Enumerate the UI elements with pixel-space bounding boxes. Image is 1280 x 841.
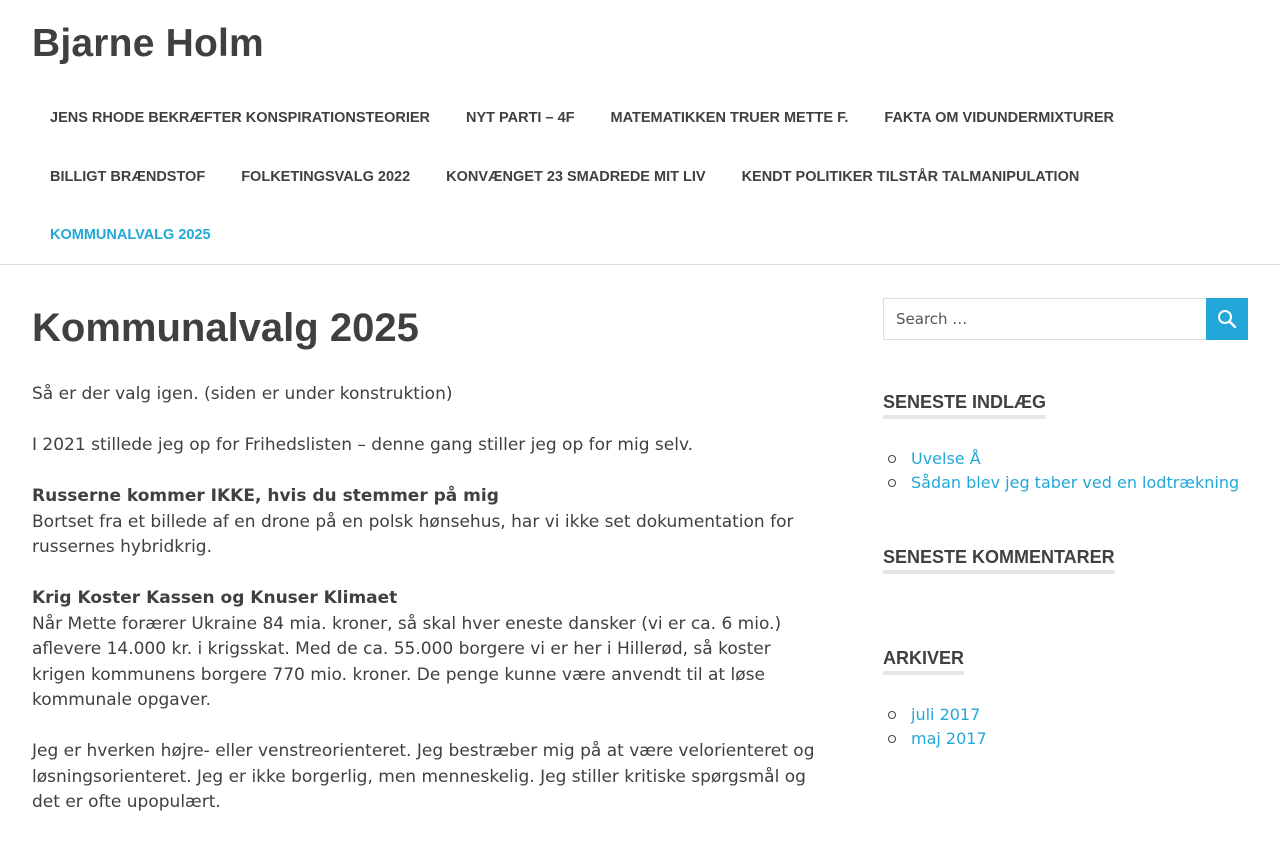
paragraph: Når Mette forærer Ukraine 84 mia. kroner, så skal hver eneste dansker (vi er ca. 6 mio.) aflevere 14.000 kr. i krigsskat. Med de ca. 55.000 borgere vi er her i Hillerød, så koster krigen kommunens borgere 770 mio. kroner. De penge kunne være anvendt til at løse kommunale opgaver. <box>32 613 782 710</box>
list-item <box>911 727 1248 751</box>
archives-widget <box>883 646 1248 751</box>
nav-row <box>32 206 1248 265</box>
nav-row <box>32 89 1248 148</box>
list-item <box>911 447 1248 471</box>
sidebar <box>883 298 1248 751</box>
paragraph: Bortset fra et billede af en drone på en polsk hønsehus, har vi ikke set dokumentation for russernes hybridkrig. <box>32 511 794 557</box>
recent-comments-widget <box>883 545 1248 574</box>
site-title[interactable]: Bjarne Holm <box>32 22 264 65</box>
paragraph: I 2021 stillede jeg op for Frihedslisten – denne gang stiller jeg op for mig selv. <box>32 435 694 455</box>
search-input[interactable] <box>883 298 1206 340</box>
nav-item-billigt-braendstof[interactable]: BILLIGT BRÆNDSTOF <box>50 168 206 185</box>
paragraph: Jeg er hverken højre- eller venstreorienteret. Jeg bestræber mig på at være velorienteret og løsningsorienteret. Jeg er ikke borgerlig, men menneskelig. Jeg stiller kritiske spørgsmål og det er ofte upopulært. <box>32 741 815 812</box>
search-icon <box>1217 309 1237 329</box>
widget-title: SENESTE KOMMENTARER <box>883 545 1115 574</box>
post-link[interactable]: Sådan blev jeg taber ved en lodtrækning <box>911 473 1240 492</box>
nav-item-kendt-politiker[interactable]: KENDT POLITIKER TILSTÅR TALMANIPULATION <box>741 168 1080 185</box>
nav-item-fakta[interactable]: FAKTA OM VIDUNDERMIXTURER <box>884 110 1114 127</box>
main-content <box>32 300 822 841</box>
site-header <box>0 0 1280 265</box>
paragraph: Så er der valg igen. (siden er under konstruktion) <box>32 384 453 404</box>
nav-item-jens-rhode[interactable]: JENS RHODE BEKRÆFTER KONSPIRATIONSTEORIER <box>50 110 430 127</box>
archives-list <box>883 703 1248 751</box>
nav-row <box>32 148 1248 207</box>
widget-title: SENESTE INDLÆG <box>883 390 1046 419</box>
archive-link[interactable]: maj 2017 <box>911 729 987 748</box>
list-item <box>911 703 1248 727</box>
page-title: Kommunalvalg 2025 <box>32 306 419 350</box>
article-body <box>32 382 822 816</box>
section-heading: Russerne kommer IKKE, hvis du stemmer på mig <box>32 486 499 506</box>
section-block <box>32 586 822 714</box>
nav-item-kommunalvalg-active[interactable]: KOMMUNALVALG 2025 <box>50 227 211 244</box>
list-item <box>911 471 1248 495</box>
post-link[interactable]: Uvelse Å <box>911 449 981 468</box>
nav-item-folketingsvalg[interactable]: FOLKETINGSVALG 2022 <box>241 168 411 185</box>
section-heading: Krig Koster Kassen og Knuser Klimaet <box>32 588 398 608</box>
nav-item-nyt-parti[interactable]: NYT PARTI – 4F <box>466 110 575 127</box>
search-form <box>883 298 1248 340</box>
widget-title: ARKIVER <box>883 646 964 675</box>
section-block <box>32 484 822 561</box>
search-button[interactable] <box>1206 298 1248 340</box>
nav-item-matematikken[interactable]: MATEMATIKKEN TRUER METTE F. <box>610 110 849 127</box>
recent-posts-widget <box>883 390 1248 495</box>
main-navigation <box>32 89 1248 265</box>
archive-link[interactable]: juli 2017 <box>911 705 981 724</box>
nav-item-konvaenget[interactable]: KONVÆNGET 23 SMADREDE MIT LIV <box>446 168 706 185</box>
recent-posts-list <box>883 447 1248 495</box>
